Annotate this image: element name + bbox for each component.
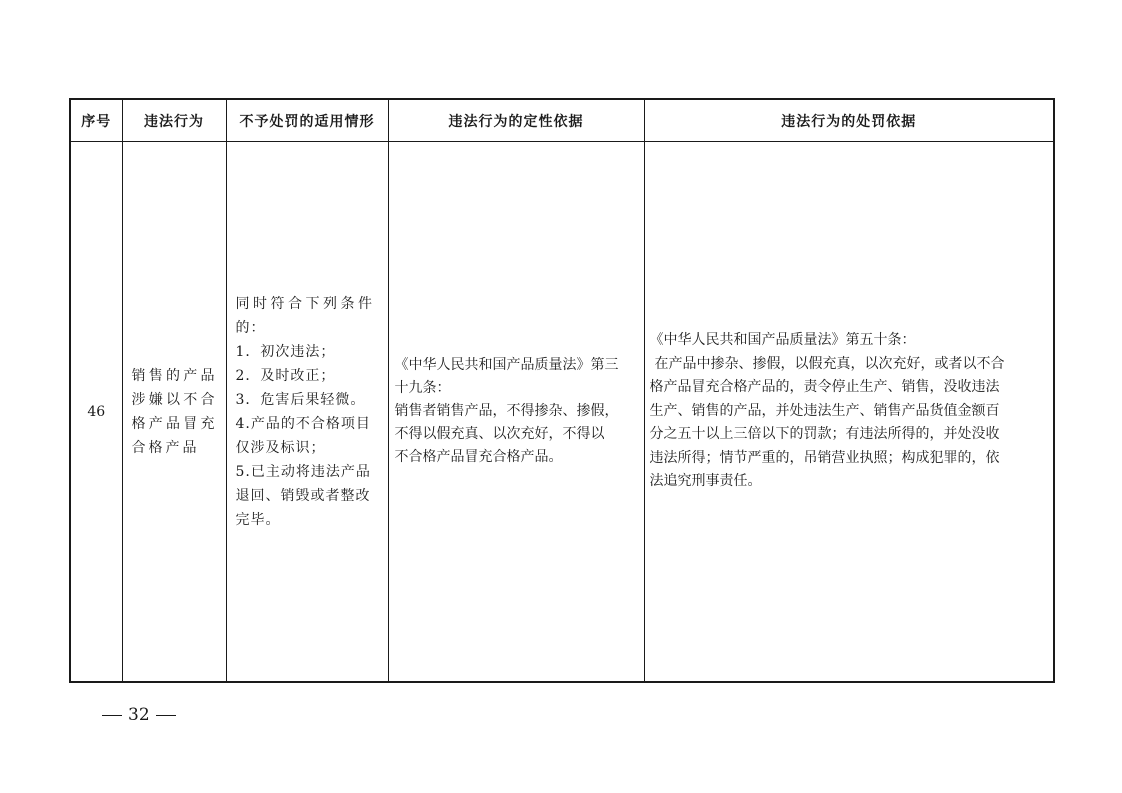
basis-line: 不合格产品冒充合格产品。 (394, 449, 563, 465)
header-exempt: 不予处罚的适用情形 (226, 99, 388, 142)
basis-line: 《中华人民共和国产品质量法》第三 (394, 357, 619, 373)
cell-behavior: 销售的产品涉嫌以不合格产品冒充合格产品 (122, 142, 226, 683)
exempt-line: 退回、销毁或者整改 (235, 487, 371, 504)
header-basis: 违法行为的定性依据 (388, 99, 644, 142)
header-penalty: 违法行为的处罚依据 (644, 99, 1054, 142)
cell-basis (388, 142, 644, 683)
penalty-line: 法追究刑事责任。 (649, 473, 762, 490)
basis-line: 销售者销售产品，不得掺杂、掺假， (394, 403, 619, 419)
table-row (70, 142, 1054, 683)
exempt-line: 1．初次违法； (235, 343, 336, 360)
penalty-line: 《中华人民共和国产品质量法》第五十条： (649, 332, 916, 349)
cell-penalty (644, 142, 1054, 683)
exempt-line: 仅涉及标识； (235, 439, 326, 456)
exempt-line: 完毕。 (235, 511, 281, 528)
penalty-line: 分之五十以上三倍以下的罚款；有违法所得的，并处没收 (649, 426, 1000, 443)
exempt-line: 同时符合下列条件 (235, 295, 376, 312)
penalty-line: 违法所得；情节严重的，吊销营业执照；构成犯罪的，依 (649, 449, 1000, 466)
page-number-value: 32 (128, 705, 150, 725)
exempt-line: 5.已主动将违法产品 (235, 463, 371, 480)
exempt-line: 4.产品的不合格项目 (235, 415, 371, 432)
exempt-line: 的： (235, 319, 266, 336)
basis-line: 十九条： (394, 380, 451, 396)
penalty-line: 在产品中掺杂、掺假，以假充真，以次充好，或者以不合 (654, 355, 1005, 372)
cell-seq: 46 (70, 142, 122, 683)
dash-left (102, 715, 122, 716)
header-seq: 序号 (70, 99, 122, 142)
page-number (96, 705, 182, 725)
header-behavior: 违法行为 (122, 99, 226, 142)
penalty-line: 生产、销售的产品，并处违法生产、销售产品货值金额百 (649, 402, 1000, 419)
exempt-line: 2．及时改正； (235, 367, 336, 384)
table-header-row (70, 99, 1054, 142)
basis-line: 不得以假充真、以次充好，不得以 (394, 426, 605, 442)
regulation-table (69, 98, 1055, 683)
penalty-line: 格产品冒充合格产品的，责令停止生产、销售，没收违法 (649, 379, 1000, 396)
exempt-line: 3．危害后果轻微。 (235, 391, 366, 408)
dash-right (156, 715, 176, 716)
cell-exempt (226, 142, 388, 683)
